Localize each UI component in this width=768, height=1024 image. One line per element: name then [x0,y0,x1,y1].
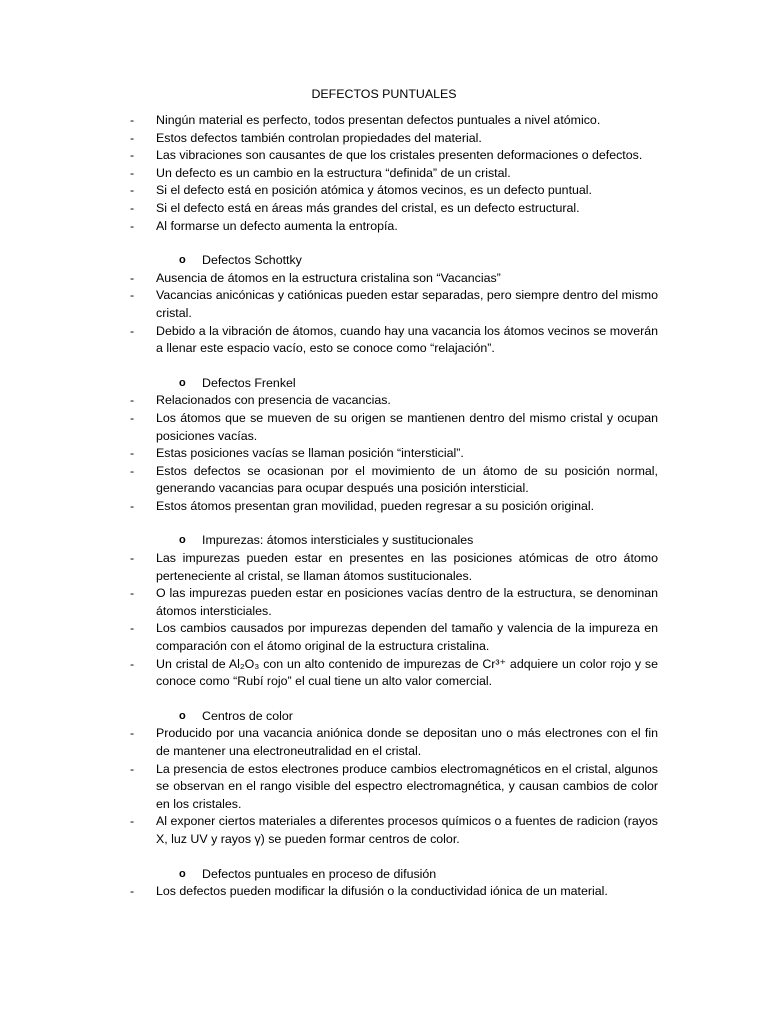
page-title: DEFECTOS PUNTUALES [311,87,457,101]
dash-marker: - [130,410,135,425]
list-item-text: Al exponer ciertos materiales a diferentes procesos químicos o a fuentes de radicion (rayos X, luz UV y rayos γ) se pueden formar centros de color. [156,814,658,846]
list-item-text: Los defectos pueden modificar la difusión o la conductividad iónica de un material. [156,884,608,899]
dash-marker: - [130,586,135,601]
list-item-text: Los cambios causados por impurezas dependen del tamaño y valencia de la impureza en comparación con el átomo original de la estructura cristalina. [156,621,658,654]
list-item [0,550,658,585]
list-item [0,656,658,691]
dash-marker: - [130,726,135,741]
dash-marker: - [130,814,135,829]
section-heading-frenkel [0,375,768,393]
section-heading-schottky [0,252,768,270]
list-item [0,218,658,236]
dash-marker: - [130,446,135,461]
list-item [0,130,658,148]
dash-marker: - [130,621,135,636]
list-item-text: Relacionados con presencia de vacancias. [156,393,391,408]
list-item [0,498,658,516]
dash-marker: - [130,551,135,566]
list-item-text: Las impurezas pueden estar en presentes en las posiciones atómicas de otro átomo perteneciente al cristal, se llaman átomos sustitucionales. [156,551,658,583]
list-item-text: Debido a la vibración de átomos, cuando hay una vacancia los átomos vecinos se moverán a llenar este espacio vacío, esto se conoce como “relajación”. [156,323,658,356]
list-item-text: Estas posiciones vacías se llaman posición “intersticial”. [156,446,464,461]
section-heading-text: Defectos puntuales en proceso de difusión [202,866,437,881]
list-item [0,165,658,183]
dash-marker: - [130,270,135,285]
section-heading-difusion [0,866,768,884]
list-item [0,725,658,760]
list-item [0,761,658,814]
list-item-text: Estos defectos también controlan propiedades del material. [156,130,482,145]
list-item [0,620,658,655]
list-item-text: La presencia de estos electrones produce cambios electromagnéticos en el cristal, algunos se observan en el rango visible del espectro electromagnética, y causan cambios de color en los cristales. [156,761,658,811]
list-item [0,147,658,165]
section-heading-text: Centros de color [202,708,293,723]
intro-list [0,112,768,901]
list-item-text: Si el defecto está en posición atómica y átomos vecinos, es un defecto puntual. [156,183,592,198]
list-item-text: Al formarse un defecto aumenta la entropía. [156,218,398,233]
list-item [0,112,658,130]
dash-marker: - [130,288,135,303]
section-heading-impurezas [0,532,768,550]
list-item-text: Un cristal de Al₂O₃ con un alto contenido de impurezas de Cr³⁺ adquiere un color rojo y se conoce como “Rubí rojo” el cual tiene un alto valor comercial. [156,656,658,689]
list-item [0,883,658,901]
list-item-text: Si el defecto está en áreas más grandes del cristal, es un defecto estructural. [156,200,580,215]
list-item [0,182,658,200]
list-item-text: Un defecto es un cambio en la estructura “definida” de un cristal. [156,165,511,180]
dash-marker: - [130,130,135,145]
list-item-text: Los átomos que se mueven de su origen se mantienen dentro del mismo cristal y ocupan posiciones vacías. [156,410,658,443]
list-item-text: Vacancias anicónicas y catiónicas pueden estar separadas, pero siempre dentro del mismo cristal. [156,288,658,320]
dash-marker: - [130,200,135,215]
dash-marker: - [130,323,135,338]
section-heading-text: Defectos Frenkel [202,375,296,390]
list-item [0,585,658,620]
bullet-marker: o [179,254,186,267]
dash-marker: - [130,113,135,127]
list-item [0,323,658,358]
dash-marker: - [130,463,135,478]
dash-marker: - [130,393,135,408]
dash-marker: - [130,656,135,671]
section-heading-text: Defectos Schottky [202,253,302,268]
bullet-marker: o [179,534,186,547]
dash-marker: - [130,183,135,198]
list-item-text: Ningún material es perfecto, todos presentan defectos puntuales a nivel atómico. [156,113,601,127]
list-item-text: Producido por una vacancia aniónica donde se depositan uno o más electrones con el fin de mantener una electroneutralidad en el cristal. [156,726,658,758]
list-item-text: Estos defectos se ocasionan por el movimiento de un átomo de su posición normal, generando vacancias para ocupar después una posición intersticial. [156,463,658,496]
dash-marker: - [130,761,135,776]
list-item [0,445,658,463]
list-item [0,463,658,498]
dash-marker: - [130,884,135,899]
dash-marker: - [130,498,135,513]
list-item-text: O las impurezas pueden estar en posiciones vacías dentro de la estructura, se denominan átomos intersticiales. [156,586,658,618]
list-item [0,270,658,288]
section-heading-text: Impurezas: átomos intersticiales y sustitucionales [202,533,474,548]
list-item [0,813,658,848]
list-item [0,287,658,322]
dash-marker: - [130,148,135,163]
list-item [0,410,658,445]
bullet-marker: o [179,376,186,389]
bullet-marker: o [179,867,186,880]
list-item [0,392,658,410]
bullet-marker: o [179,709,186,722]
list-item-text: Estos átomos presentan gran movilidad, pueden regresar a su posición original. [156,498,595,513]
list-item [0,200,658,218]
list-item-text: Las vibraciones son causantes de que los cristales presenten deformaciones o defectos. [156,148,643,163]
dash-marker: - [130,218,135,233]
list-item-text: Ausencia de átomos en la estructura cristalina son “Vacancias” [156,270,501,285]
section-heading-centros-de-color [0,708,768,726]
dash-marker: - [130,165,135,180]
